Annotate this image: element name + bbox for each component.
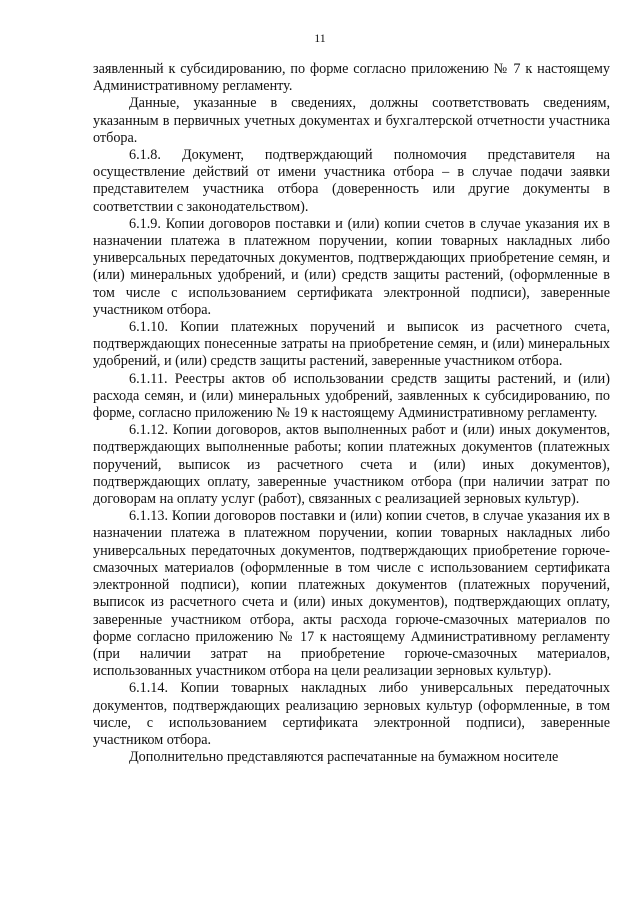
paragraph-6-1-11: 6.1.11. Реестры актов об использовании средств защиты растений, и (или) расхода семян, и (или) минеральных удобрений, заявленных к субсидированию, по форме, согласно приложению № 19 к настоящему Административному регламенту. <box>93 370 610 422</box>
page-number: 11 <box>314 31 326 45</box>
paragraph-data-requirement: Данные, указанные в сведениях, должны соответствовать сведениям, указанным в первичных учетных документах и бухгалтерской отчетности участника отбора. <box>93 95 610 146</box>
paragraph-6-1-13: 6.1.13. Копии договоров поставки и (или) копии счетов, в случае указания их в назначении платежа в платежном поручении, копии товарных накладных либо универсальных передаточных документов, подтверждающих приобретение горюче-смазочных материалов (оформленные в том числе с использованием сертификата электронной подписи), копии платежных документов (платежных поручений, выписок из расчетного счета и (или) иных документов), подтверждающих оплату, заверенные участником отбора, акты расхода горюче-смазочных материалов по форме согласно приложению № 17 к настоящему Административному регламенту (при наличии затрат на приобретение горюче-смазочных материалов, использованных участником отбора на цели реализации зерновых культур). <box>93 508 610 680</box>
paragraph-6-1-12: 6.1.12. Копии договоров, актов выполненных работ и (или) иных документов, подтверждающих выполненные работы; копии платежных документов (платежных поручений, выписок из расчетного счета и (или) иных документов), подтверждающих оплату, заверенные участником отбора (при наличии затрат по договорам на оплату услуг (работ), связанных с реализацией зерновых культур). <box>93 422 610 508</box>
paragraph-6-1-8: 6.1.8. Документ, подтверждающий полномочия представителя на осуществление действий от имени участника отбора – в случае подачи заявки представителем участника отбора (доверенность или другие документы в соответствии с законодательством). <box>93 147 610 215</box>
document-body <box>93 61 610 766</box>
paragraph-6-1-9: 6.1.9. Копии договоров поставки и (или) копии счетов в случае указания их в назначении платежа в платежном поручении, копии товарных накладных либо универсальных передаточных документов, подтверждающих приобретение семян, и (или) минеральных удобрений, и (или) средств защиты растений, (оформленные в том числе с использованием сертификата электронной подписи), заверенные участником отбора. <box>93 215 610 318</box>
paragraph-continuation: заявленный к субсидированию, по форме согласно приложению № 7 к настоящему Административному регламенту. <box>93 61 610 95</box>
paragraph-6-1-14: 6.1.14. Копии товарных накладных либо универсальных передаточных документов, подтверждающих реализацию зерновых культур (оформленные, в том числе, с использованием сертификата электронной подписи), заверенные участником отбора. <box>93 680 610 748</box>
paragraph-additional: Дополнительно представляются распечатанные на бумажном носителе <box>129 749 559 766</box>
paragraph-6-1-10: 6.1.10. Копии платежных поручений и выписок из расчетного счета, подтверждающих понесенные затраты на приобретение семян, и (или) минеральных удобрений, и (или) средств защиты растений, заверенные участником отбора. <box>93 319 610 370</box>
